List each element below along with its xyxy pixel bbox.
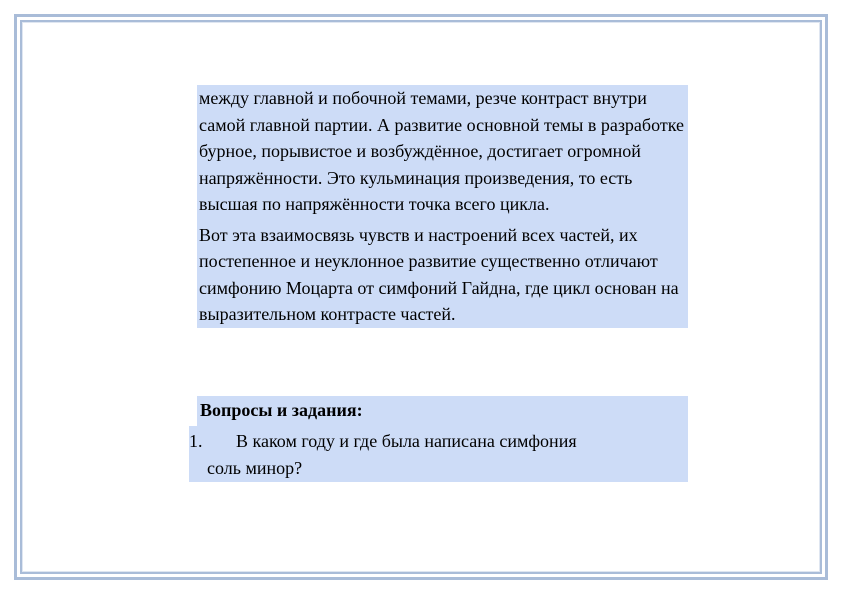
section-heading: Вопросы и задания: — [197, 396, 688, 426]
question-number: 1. — [189, 431, 203, 451]
body-text-block — [197, 85, 688, 328]
question-text-line-2: соль минор? — [207, 458, 303, 478]
body-paragraph-1: между главной и побочной темами, резче контраст внутри самой главной партии. А развитие основной темы в разработке бурное, порывистое и возбуждённое, достигает огромной напряжённости. Это кульминация произведения, то есть высшая по напряжённости точка всего цикла. — [199, 88, 684, 214]
body-paragraph-2: Вот эта взаимосвязь чувств и настроений всех частей, их постепенное и неуклонное развитие существенно отличают симфонию Моцарта от симфоний Гайдна, где цикл основан на выразительном контрасте частей. — [199, 224, 679, 324]
question-item-1 — [189, 426, 688, 482]
question-text-line-1: В каком году и где была написана симфония — [236, 431, 577, 451]
